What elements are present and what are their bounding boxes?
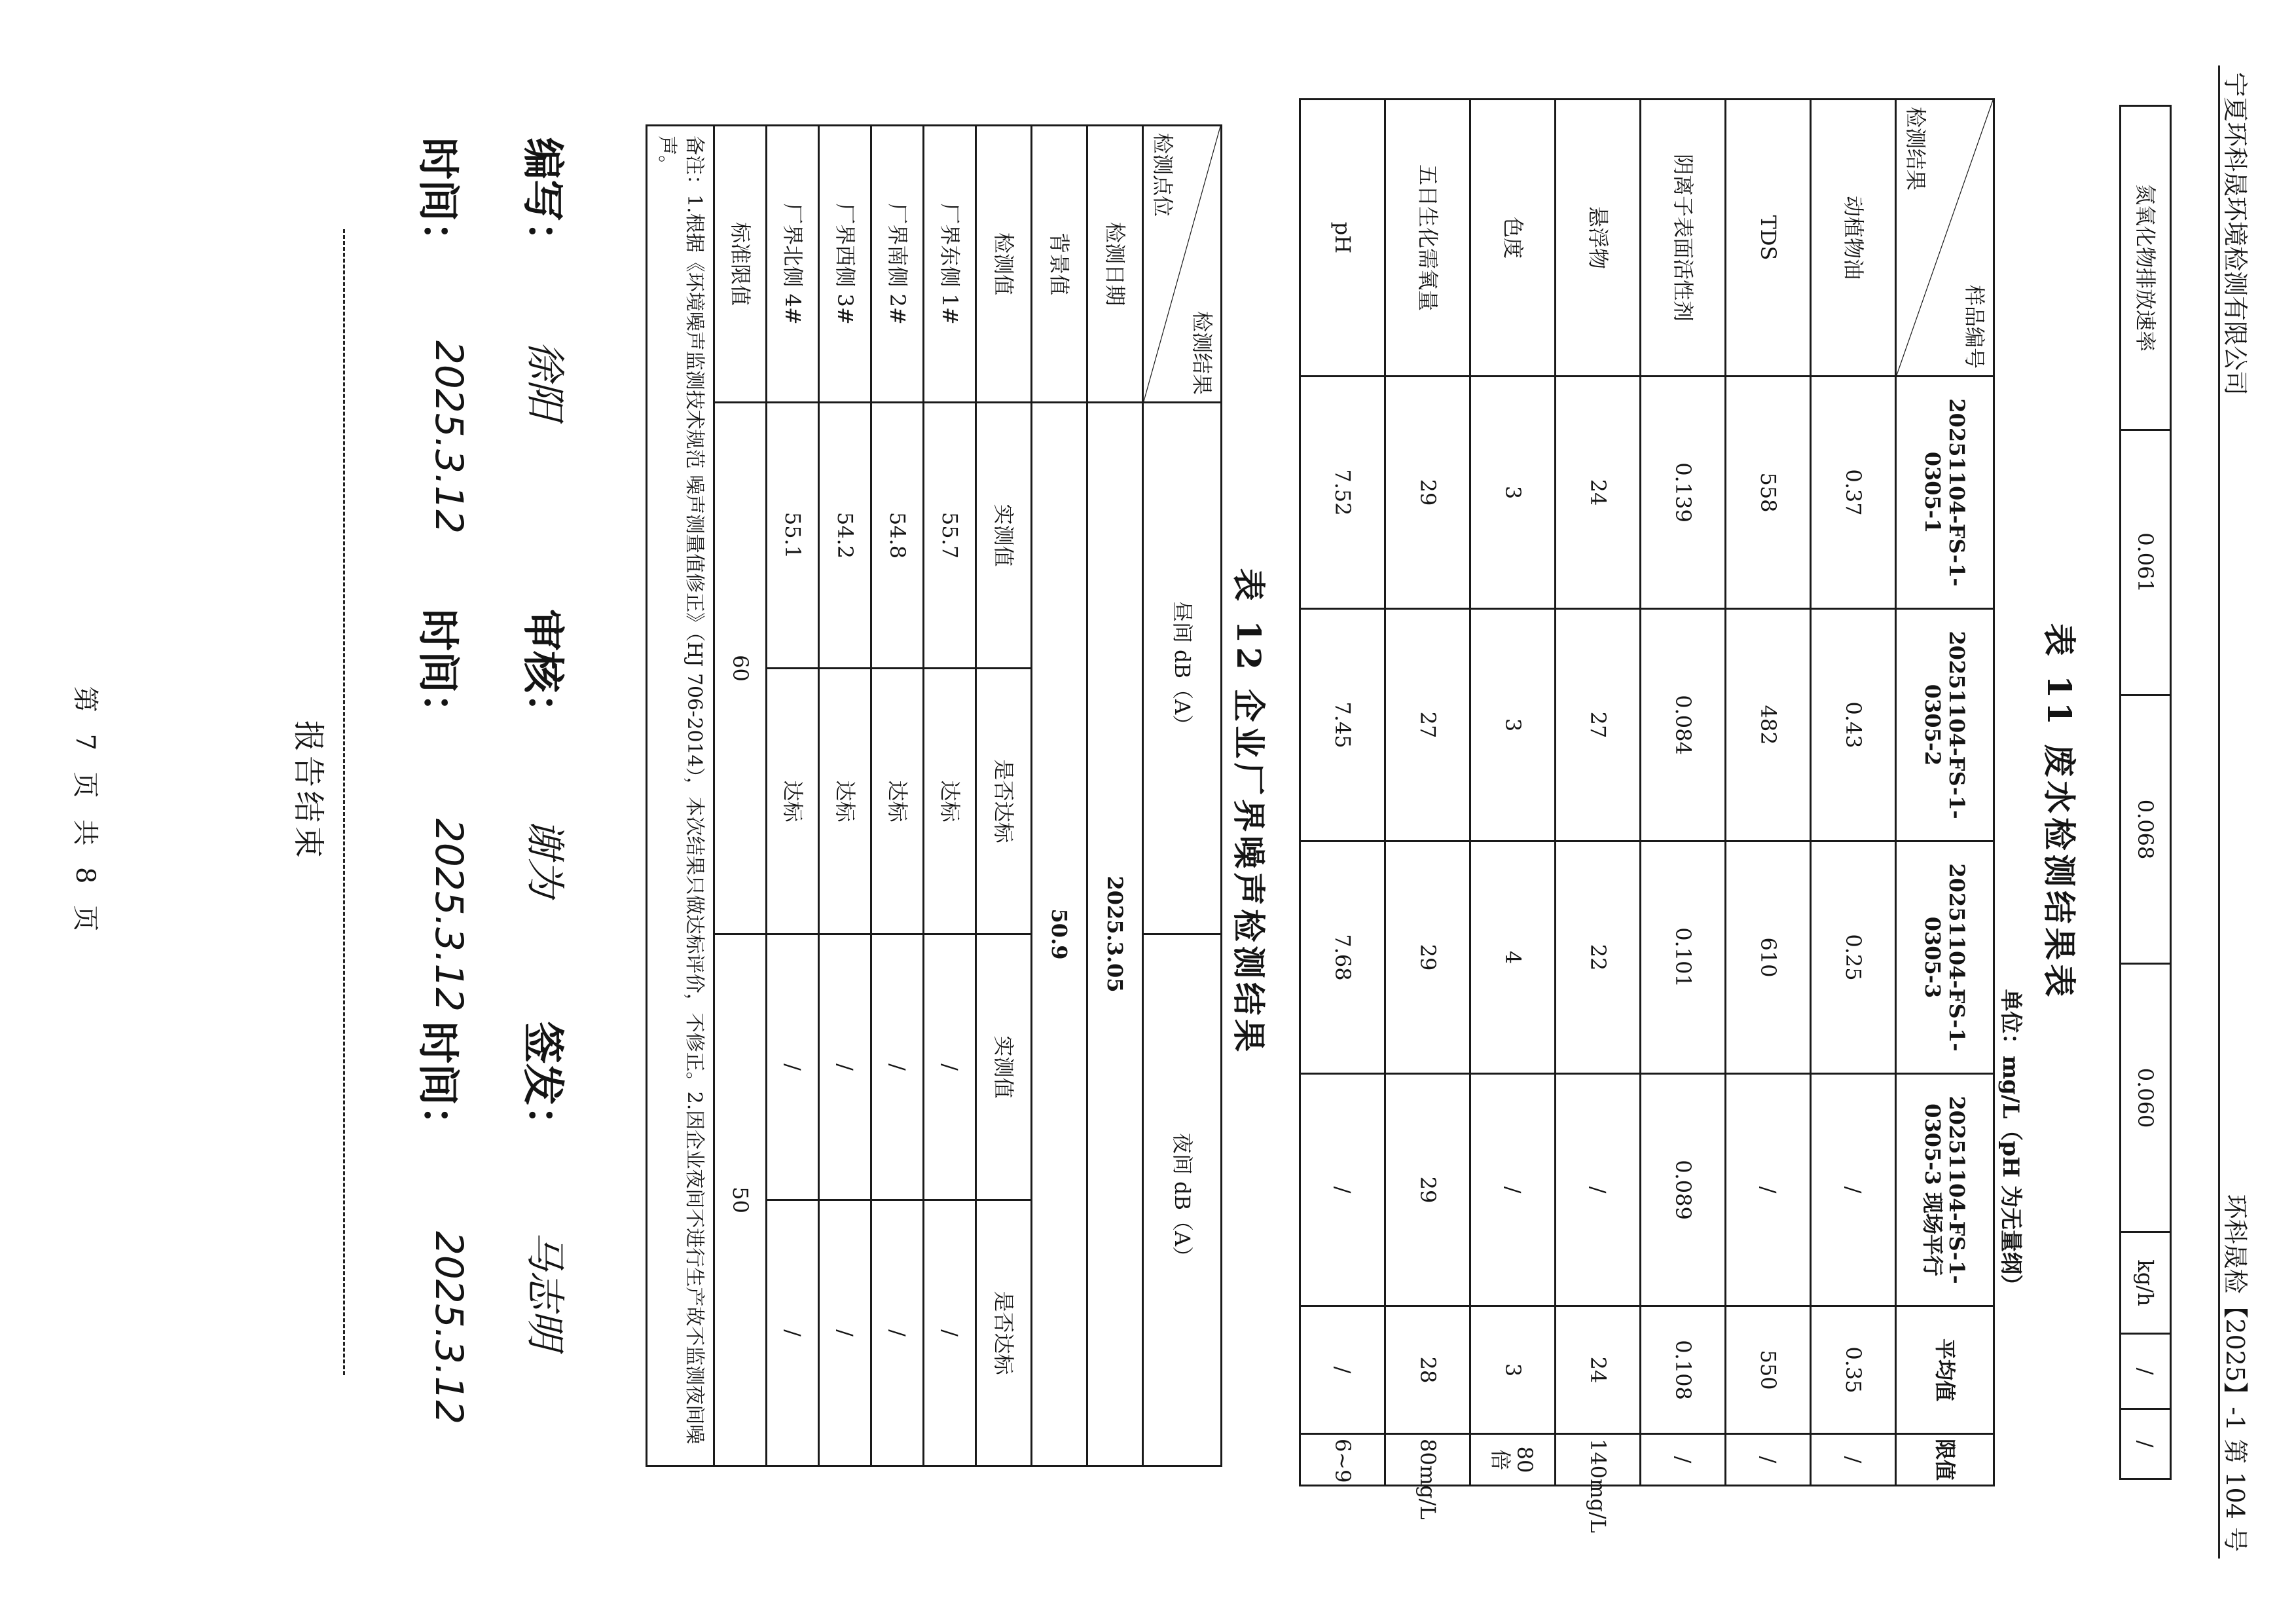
row-label: 氮氧化物排放速率 bbox=[2121, 106, 2171, 430]
limit-night: 50 bbox=[714, 934, 767, 1466]
table-cell: 27 bbox=[1556, 609, 1641, 841]
sub-header: 实测值 bbox=[976, 934, 1032, 1200]
table-cell: / bbox=[1470, 1074, 1556, 1306]
table-cell: / bbox=[1726, 1434, 1811, 1486]
table-cell: 55.1 bbox=[767, 403, 819, 669]
table-cell: 482 bbox=[1726, 609, 1811, 841]
table-cell: 610 bbox=[1726, 841, 1811, 1074]
row-label: 厂界南侧 2# bbox=[871, 126, 924, 403]
write-label: 编写： bbox=[518, 138, 566, 263]
table-cell: 28 bbox=[1385, 1306, 1470, 1434]
sub-header: 实测值 bbox=[976, 403, 1032, 669]
table-cell: 7.68 bbox=[1300, 841, 1385, 1074]
row-label: 五日生化需氧量 bbox=[1385, 100, 1470, 377]
table-cell: / bbox=[1300, 1074, 1385, 1306]
table-cell: 达标 bbox=[871, 669, 924, 934]
table-cell: 22 bbox=[1556, 841, 1641, 1074]
write-name: 徐阳 bbox=[522, 341, 568, 419]
report-number: 环科晟检【2025】-1 第 104 号 bbox=[2221, 1194, 2250, 1552]
issue-date: 2025.3.12 bbox=[427, 1231, 471, 1425]
value-cell: / bbox=[2121, 1409, 2171, 1479]
corner-bottom-label: 检测结果 bbox=[1903, 107, 1928, 191]
table-cell: 3 bbox=[1470, 1306, 1556, 1434]
table-cell: 558 bbox=[1726, 377, 1811, 609]
table-cell: 6~9 bbox=[1300, 1434, 1385, 1486]
value-cell: 0.060 bbox=[2121, 964, 2171, 1232]
table-cell: / bbox=[1300, 1306, 1385, 1434]
table-cell: 0.37 bbox=[1811, 377, 1896, 609]
review-label: 审核： bbox=[518, 609, 566, 735]
table-cell: 550 bbox=[1726, 1306, 1811, 1434]
column-header: 20251104-FS-1-0305-3 bbox=[1896, 841, 1994, 1074]
column-header: 20251104-FS-1-0305-1 bbox=[1896, 377, 1994, 609]
table-cell: / bbox=[767, 934, 819, 1200]
issue-name: 马志明 bbox=[522, 1231, 568, 1349]
row-label: TDS bbox=[1726, 100, 1811, 377]
table-cell: 达标 bbox=[767, 669, 819, 934]
table-cell: 0.089 bbox=[1641, 1074, 1726, 1306]
limit-label: 标准限值 bbox=[714, 126, 767, 403]
table-cell: 54.8 bbox=[871, 403, 924, 669]
table-cell: / bbox=[1556, 1074, 1641, 1306]
issue-label: 签发： bbox=[518, 1022, 566, 1147]
review-date: 2025.3.12 bbox=[427, 819, 471, 1012]
review-name: 谢为 bbox=[522, 819, 568, 897]
table-cell: / bbox=[871, 934, 924, 1200]
row-label: 厂界西侧 3# bbox=[819, 126, 871, 403]
report-end-line bbox=[343, 229, 345, 1375]
table-cell: 80倍 bbox=[1470, 1434, 1556, 1486]
table-cell: / bbox=[767, 1200, 819, 1466]
table11-unit-note: 单位：mg/L（pH 为无量纲） bbox=[1997, 989, 2024, 1297]
sub-header: 是否达标 bbox=[976, 1200, 1032, 1466]
remark: 备注：1.根据《环境噪声监测技术规范 噪声测量值修正》（HJ 706-2014），本次结果只做达标评价，不修正。2.因企业夜间不进行生产故不监测夜间噪声。 bbox=[647, 126, 714, 1466]
table-cell: 140mg/L bbox=[1556, 1434, 1641, 1486]
table-cell: 0.25 bbox=[1811, 841, 1896, 1074]
date-value: 2025.3.05 bbox=[1087, 403, 1143, 1466]
background-value: 50.9 bbox=[1032, 403, 1087, 1466]
table-cell: 7.52 bbox=[1300, 377, 1385, 609]
table-cell: 3 bbox=[1470, 609, 1556, 841]
table-cell: / bbox=[924, 934, 976, 1200]
table-cell: 29 bbox=[1385, 377, 1470, 609]
value-cell: 0.061 bbox=[2121, 430, 2171, 695]
table-cell: 7.45 bbox=[1300, 609, 1385, 841]
page-number: 第 7 页 共 8 页 bbox=[70, 686, 100, 938]
table-cell: 达标 bbox=[819, 669, 871, 934]
column-header: 20251104-FS-1-0305-3 现场平行 bbox=[1896, 1074, 1994, 1306]
table-cell: 3 bbox=[1470, 377, 1556, 609]
table12-title: 表 12 企业厂界噪声检测结果 bbox=[1230, 568, 1268, 1056]
table-cell: / bbox=[1726, 1074, 1811, 1306]
table-cell: 0.43 bbox=[1811, 609, 1896, 841]
table-cell: / bbox=[819, 1200, 871, 1466]
column-header: 平均值 bbox=[1896, 1306, 1994, 1434]
time-label: 时间： bbox=[413, 609, 462, 735]
table-cell: / bbox=[1641, 1434, 1726, 1486]
write-date: 2025.3.12 bbox=[427, 341, 471, 534]
table-cell: / bbox=[1811, 1434, 1896, 1486]
background-label: 背景值 bbox=[1032, 126, 1087, 403]
unit-cell: kg/h bbox=[2121, 1232, 2171, 1334]
column-header: 限值 bbox=[1896, 1434, 1994, 1486]
table-cell: 0.108 bbox=[1641, 1306, 1726, 1434]
table-cell: 4 bbox=[1470, 841, 1556, 1074]
table-cell: 0.084 bbox=[1641, 609, 1726, 841]
table-cell: 29 bbox=[1385, 1074, 1470, 1306]
row-label: pH bbox=[1300, 100, 1385, 377]
sub-header: 是否达标 bbox=[976, 669, 1032, 934]
table11-title: 表 11 废水检测结果表 bbox=[2040, 623, 2079, 1001]
row-label: 动植物油 bbox=[1811, 100, 1896, 377]
report-end: 报告结束 bbox=[289, 720, 334, 862]
row-label: 厂界东侧 1# bbox=[924, 126, 976, 403]
table-cell: / bbox=[871, 1200, 924, 1466]
time-label: 时间： bbox=[413, 138, 462, 263]
corner-top-label: 检测结果 bbox=[1190, 310, 1214, 395]
corner-top-label: 样品编号 bbox=[1962, 284, 1987, 369]
measure-label: 检测值 bbox=[976, 126, 1032, 403]
corner-bottom-label: 检测点位 bbox=[1150, 133, 1175, 217]
table-cell: 达标 bbox=[924, 669, 976, 934]
table-cell: 54.2 bbox=[819, 403, 871, 669]
table-cell: 80mg/L bbox=[1385, 1434, 1470, 1486]
time-label: 时间： bbox=[413, 1022, 462, 1147]
table-cell: 24 bbox=[1556, 377, 1641, 609]
row-label: 厂界北侧 4# bbox=[767, 126, 819, 403]
night-header: 夜间 dB（A） bbox=[1143, 934, 1222, 1466]
day-header: 昼间 dB（A） bbox=[1143, 403, 1222, 934]
table-cell: / bbox=[924, 1200, 976, 1466]
table-cell: 0.101 bbox=[1641, 841, 1726, 1074]
table-cell: 55.7 bbox=[924, 403, 976, 669]
row-label: 悬浮物 bbox=[1556, 100, 1641, 377]
table-cell: 24 bbox=[1556, 1306, 1641, 1434]
value-cell: / bbox=[2121, 1334, 2171, 1409]
table-cell: / bbox=[1811, 1074, 1896, 1306]
row-label: 色度 bbox=[1470, 100, 1556, 377]
table-cell: 29 bbox=[1385, 841, 1470, 1074]
date-label: 检测日期 bbox=[1087, 126, 1143, 403]
value-cell: 0.068 bbox=[2121, 695, 2171, 964]
table-cell: 0.35 bbox=[1811, 1306, 1896, 1434]
column-header: 20251104-FS-1-0305-2 bbox=[1896, 609, 1994, 841]
row-label: 阴离子表面活性剂 bbox=[1641, 100, 1726, 377]
table-cell: / bbox=[819, 934, 871, 1200]
table-cell: 0.139 bbox=[1641, 377, 1726, 609]
company-name: 宁夏环科晟环境检测有限公司 bbox=[2221, 72, 2250, 396]
limit-day: 60 bbox=[714, 403, 767, 934]
table-cell: 27 bbox=[1385, 609, 1470, 841]
